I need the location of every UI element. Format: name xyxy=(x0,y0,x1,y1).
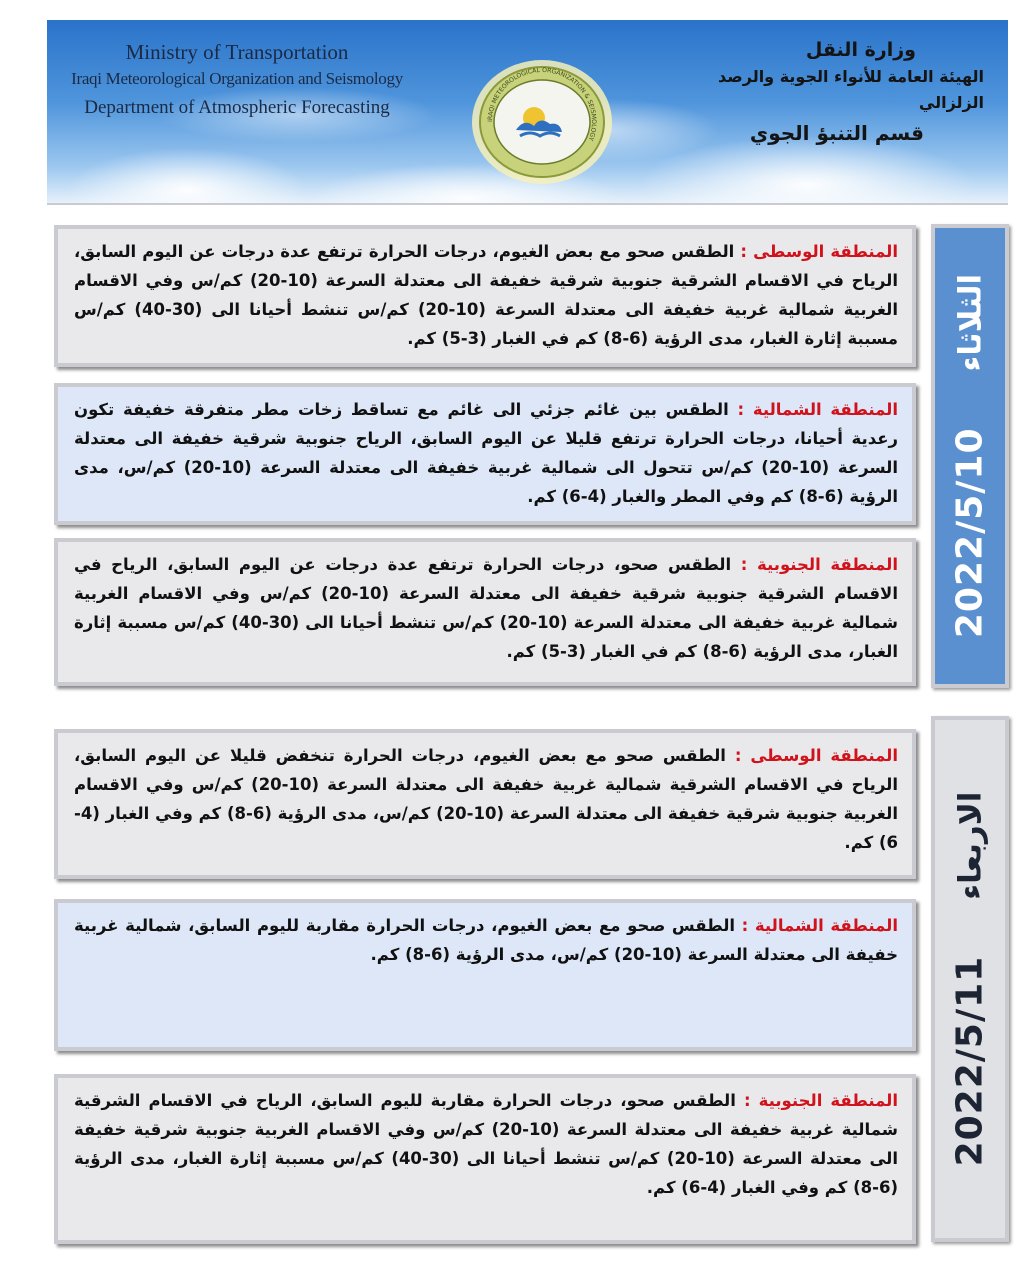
organization-name-en: Iraqi Meteorological Organization and Seismology xyxy=(71,69,403,88)
day-date: 2022/5/10 xyxy=(949,427,991,639)
region-label: المنطقة الوسطى xyxy=(753,242,898,261)
day-name: الثلاثاء xyxy=(952,273,988,372)
region-label: المنطقة الجنوبية xyxy=(758,1091,898,1110)
forecast-box-day2-central: المنطقة الوسطى : الطقس صحو مع بعض الغيوم، درجات الحرارة تنخفض قليلا عن اليوم السابق، الرياح في الاقسام الشرقية شمالية غربية خفيفة الى معتدلة السرعة (10-20) كم/س وفي الاقسام الغربية جنوبية شرقية خفيفة الى معتدلة السرعة (10-20) كم/س، مدى الرؤية (6-8) كم وفي الغبار (4-6) كم. xyxy=(54,729,916,879)
forecast-text: الطقس صحو مع بعض الغيوم، درجات الحرارة تنخفض قليلا عن اليوم السابق، الرياح في الاقسام الشرقية شمالية غربية خفيفة الى معتدلة السرعة (10-20) كم/س وفي الاقسام الغربية جنوبية شرقية خفيفة الى معتدلة السرعة (10-20) كم/س، مدى الرؤية (6-8) كم وفي الغبار (4-6) كم. xyxy=(74,746,898,852)
forecast-box-day1-central: المنطقة الوسطى : الطقس صحو مع بعض الغيوم، درجات الحرارة ترتفع عدة درجات عن اليوم السابق، الرياح في الاقسام الشرقية جنوبية شرقية خفيفة الى معتدلة السرعة (10-20) كم/س وفي الاقسام الغربية شمالية غربية خفيفة الى معتدلة السرعة (10-20) كم/س تنشط أحيانا الى (30-40) كم/س مسببة إثارة الغبار، مدى الرؤية (6-8) كم في الغبار (3-5) كم. xyxy=(54,225,916,367)
forecast-box-day2-south: المنطقة الجنوبية : الطقس صحو، درجات الحرارة مقاربة لليوم السابق، الرياح في الاقسام الشرقية شمالية غربية خفيفة الى معتدلة السرعة (10-20) كم/س وفي الاقسام الغربية جنوبية شرقية خفيفة الى معتدلة السرعة (10-20) كم/س تنشط أحيانا الى (30-40) كم/س مسببة إثارة الغبار، مدى الرؤية (6-8) كم وفي الغبار (4-6) كم. xyxy=(54,1074,916,1244)
forecast-box-day1-north: المنطقة الشمالية : الطقس بين غائم جزئي الى غائم مع تساقط زخات مطر متفرقة خفيفة تكون رعدية أحيانا، درجات الحرارة ترتفع قليلا عن اليوم السابق، الرياح جنوبية شرقية خفيفة الى معتدلة السرعة (10-20) كم/س تتحول الى شمالية غربية خفيفة الى معتدلة السرعة (10-20) كم/س، مدى الرؤية (6-8) كم وفي المطر والغبار (4-6) كم. xyxy=(54,383,916,525)
forecast-text: الطقس صحو، درجات الحرارة ترتفع عدة درجات عن اليوم السابق، الرياح في الاقسام الشرقية جنوبية شرقية خفيفة الى معتدلة السرعة (10-20) كم/س وفي الاقسام الغربية شمالية غربية خفيفة الى معتدلة السرعة (10-20) كم/س تنشط أحيانا الى (30-40) كم/س مسببة إثارة الغبار، مدى الرؤية (6-8) كم في الغبار (3-5) كم. xyxy=(74,555,899,661)
forecast-text: الطقس صحو مع بعض الغيوم، درجات الحرارة ترتفع عدة درجات عن اليوم السابق، الرياح في الاقسام الشرقية جنوبية شرقية خفيفة الى معتدلة السرعة (10-20) كم/س وفي الاقسام الغربية شمالية غربية خفيفة الى معتدلة السرعة (10-20) كم/س تنشط أحيانا الى (30-40) كم/س مسببة إثارة الغبار، مدى الرؤية (6-8) كم في الغبار (3-5) كم. xyxy=(74,242,899,348)
ministry-name-en: Ministry of Transportation xyxy=(125,40,349,64)
forecast-text: الطقس صحو، درجات الحرارة مقاربة لليوم السابق، الرياح في الاقسام الشرقية شمالية غربية خفيفة الى معتدلة السرعة (10-20) كم/س وفي الاقسام الغربية جنوبية شرقية خفيفة الى معتدلة السرعة (10-20) كم/س تنشط أحيانا الى (30-40) كم/س مسببة إثارة الغبار، مدى الرؤية (6-8) كم وفي الغبار (4-6) كم. xyxy=(74,1091,898,1197)
forecast-text: الطقس صحو مع بعض الغيوم، درجات الحرارة مقاربة لليوم السابق، شمالية غربية خفيفة الى معتدلة السرعة (10-20) كم/س، مدى الرؤية (6-8) كم. xyxy=(74,916,898,964)
day-label xyxy=(950,274,991,638)
department-name-ar: قسم التنبؤ الجوي xyxy=(749,121,924,145)
forecast-box-day2-north: المنطقة الشمالية : الطقس صحو مع بعض الغيوم، درجات الحرارة مقاربة لليوم السابق، شمالية غربية خفيفة الى معتدلة السرعة (10-20) كم/س، مدى الرؤية (6-8) كم. xyxy=(54,899,916,1051)
forecast-box-day1-south: المنطقة الجنوبية : الطقس صحو، درجات الحرارة ترتفع عدة درجات عن اليوم السابق، الرياح في الاقسام الشرقية جنوبية شرقية خفيفة الى معتدلة السرعة (10-20) كم/س وفي الاقسام الغربية شمالية غربية خفيفة الى معتدلة السرعة (10-20) كم/س تنشط أحيانا الى (30-40) كم/س مسببة إثارة الغبار، مدى الرؤية (6-8) كم في الغبار (3-5) كم. xyxy=(54,538,916,686)
region-label: المنطقة الوسطى xyxy=(750,746,898,765)
ministry-name-ar: وزارة النقل xyxy=(805,39,916,61)
day-label xyxy=(950,792,991,1167)
seal-text: IRAQI METEOROLOGICAL ORGANIZATION & SEISMOLOGY xyxy=(486,66,598,142)
header-arabic-block xyxy=(654,36,984,150)
organization-name-ar: الهيئة العامة للأنواء الجوية والرصد الزلزالي xyxy=(718,67,984,112)
header-banner xyxy=(47,20,1008,203)
region-label: المنطقة الشمالية xyxy=(752,400,899,419)
day-panel-2022-5-10 xyxy=(931,224,1009,688)
region-label: المنطقة الجنوبية xyxy=(757,555,899,574)
day-date: 2022/5/11 xyxy=(949,955,991,1167)
header-english-block xyxy=(67,38,407,122)
forecast-text: الطقس بين غائم جزئي الى غائم مع تساقط زخات مطر متفرقة خفيفة تكون رعدية أحيانا، درجات الحرارة ترتفع قليلا عن اليوم السابق، الرياح جنوبية شرقية خفيفة الى معتدلة السرعة (10-20) كم/س تتحول الى شمالية غربية خفيفة الى معتدلة السرعة (10-20) كم/س، مدى الرؤية (6-8) كم وفي المطر والغبار (4-6) كم. xyxy=(74,400,899,506)
day-name: الاربعاء xyxy=(952,791,988,900)
department-name-en: Department of Atmospheric Forecasting xyxy=(84,97,390,118)
organization-seal-icon xyxy=(468,56,616,188)
day-panel-2022-5-11 xyxy=(931,716,1009,1242)
region-label: المنطقة الشمالية xyxy=(754,916,898,935)
header-divider xyxy=(47,203,1008,205)
